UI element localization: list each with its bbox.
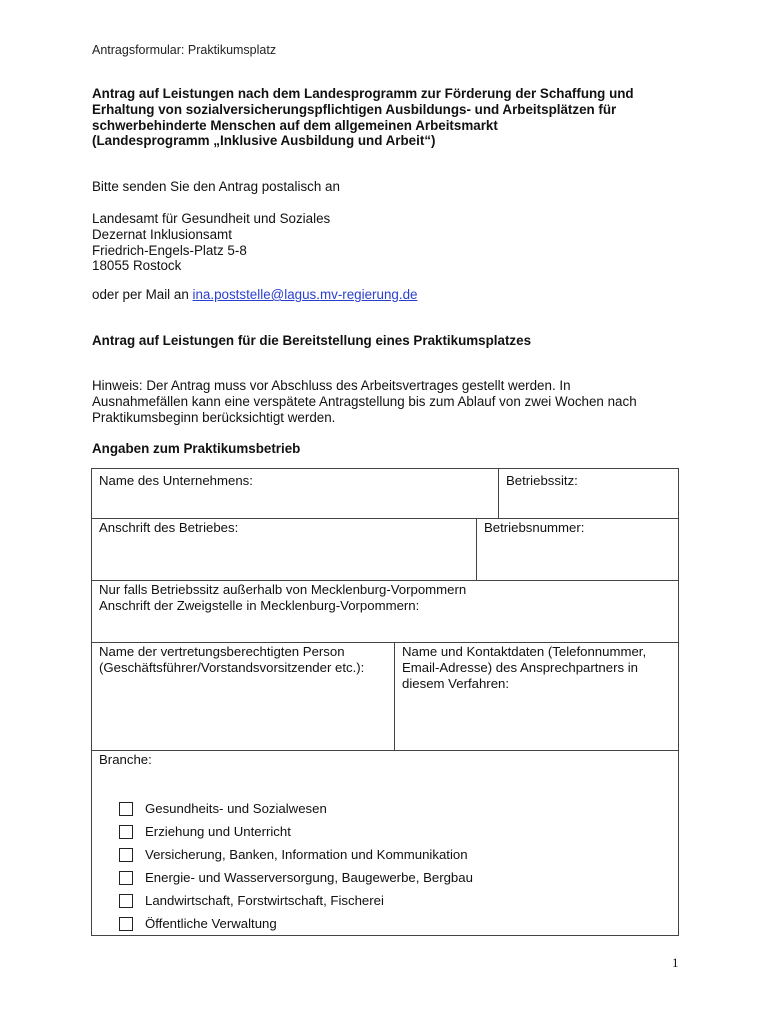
row-divider xyxy=(92,642,678,643)
company-number-field[interactable]: Betriebsnummer: xyxy=(484,520,585,535)
notice-line: Ausnahmefällen kann eine verspätete Antragstellung bis zum Ablauf von zwei Wochen nach xyxy=(92,393,637,409)
subsection-heading: Angaben zum Praktikumsbetrieb xyxy=(92,441,301,456)
industry-option-label: Energie- und Wasserversorgung, Baugewerbe, Bergbau xyxy=(145,870,473,885)
industry-option-label: Gesundheits- und Sozialwesen xyxy=(145,801,327,816)
column-divider xyxy=(394,642,395,750)
branch-office-line: Nur falls Betriebssitz außerhalb von Mecklenburg-Vorpommern xyxy=(99,582,467,597)
mail-prefix: oder per Mail an xyxy=(92,287,193,302)
column-divider xyxy=(476,518,477,580)
industry-option-label: Öffentliche Verwaltung xyxy=(145,916,277,931)
representative-line: (Geschäftsführer/Vorstandsvorsitzender etc.): xyxy=(99,659,365,675)
industry-option[interactable] xyxy=(119,820,473,843)
checkbox[interactable] xyxy=(119,894,133,908)
row-divider xyxy=(92,750,678,751)
mail-line xyxy=(92,287,417,303)
notice-line: Hinweis: Der Antrag muss vor Abschluss des Arbeitsvertrages gestellt werden. In xyxy=(92,378,571,393)
branch-office-field[interactable] xyxy=(99,582,466,614)
address-line: Dezernat Inklusionsamt xyxy=(92,226,232,242)
mail-link[interactable]: ina.poststelle@lagus.mv-regierung.de xyxy=(192,287,418,302)
title-line: Antrag auf Leistungen nach dem Landesprogramm zur Förderung der Schaffung und xyxy=(92,86,634,101)
industry-option-label: Versicherung, Banken, Information und Kommunikation xyxy=(145,847,468,862)
company-seat-field[interactable]: Betriebssitz: xyxy=(506,473,578,488)
industry-option-label: Erziehung und Unterricht xyxy=(145,824,291,839)
checkbox[interactable] xyxy=(119,848,133,862)
row-divider xyxy=(92,580,678,581)
address-line: Friedrich-Engels-Platz 5-8 xyxy=(92,242,247,258)
industry-option-label: Landwirtschaft, Forstwirtschaft, Fischerei xyxy=(145,893,384,908)
recipient-address xyxy=(92,211,330,274)
checkbox[interactable] xyxy=(119,825,133,839)
notice-line: Praktikumsbeginn berücksichtigt werden. xyxy=(92,409,336,425)
address-line: 18055 Rostock xyxy=(92,258,182,274)
contact-line: Email-Adresse) des Ansprechpartners in xyxy=(402,659,639,675)
industry-checklist xyxy=(119,797,473,935)
title-line: schwerbehinderte Menschen auf dem allgemeinen Arbeitsmarkt xyxy=(92,117,498,133)
contact-line: Name und Kontaktdaten (Telefonnummer, xyxy=(402,644,647,659)
industry-option[interactable] xyxy=(119,889,473,912)
notice xyxy=(92,378,637,425)
representative-field[interactable] xyxy=(99,644,364,676)
address-line: Landesamt für Gesundheit und Soziales xyxy=(92,211,331,226)
title-line: (Landesprogramm „Inklusive Ausbildung und Arbeit“) xyxy=(92,133,436,149)
checkbox[interactable] xyxy=(119,917,133,931)
contact-line: diesem Verfahren: xyxy=(402,675,510,691)
company-details-form xyxy=(91,468,679,936)
running-head: Antragsformular: Praktikumsplatz xyxy=(92,43,277,57)
checkbox[interactable] xyxy=(119,802,133,816)
title-line: Erhaltung von sozialversicherungspflichtigen Ausbildungs- und Arbeitsplätzen für xyxy=(92,101,617,117)
document-title xyxy=(92,86,692,149)
row-divider xyxy=(92,518,678,519)
page-number: 1 xyxy=(672,955,679,970)
industry-option[interactable] xyxy=(119,912,473,935)
industry-label: Branche: xyxy=(99,752,152,767)
company-name-field[interactable]: Name des Unternehmens: xyxy=(99,473,253,488)
contact-person-field[interactable] xyxy=(402,644,646,691)
industry-option[interactable] xyxy=(119,797,473,820)
send-instruction: Bitte senden Sie den Antrag postalisch an xyxy=(92,179,340,194)
industry-option[interactable] xyxy=(119,866,473,889)
branch-office-line: Anschrift der Zweigstelle in Mecklenburg-Vorpommern: xyxy=(99,597,420,613)
industry-option[interactable] xyxy=(119,843,473,866)
checkbox[interactable] xyxy=(119,871,133,885)
column-divider xyxy=(498,469,499,518)
representative-line: Name der vertretungsberechtigten Person xyxy=(99,644,345,659)
section-heading: Antrag auf Leistungen für die Bereitstellung eines Praktikumsplatzes xyxy=(92,333,532,348)
company-address-field[interactable]: Anschrift des Betriebes: xyxy=(99,520,239,535)
